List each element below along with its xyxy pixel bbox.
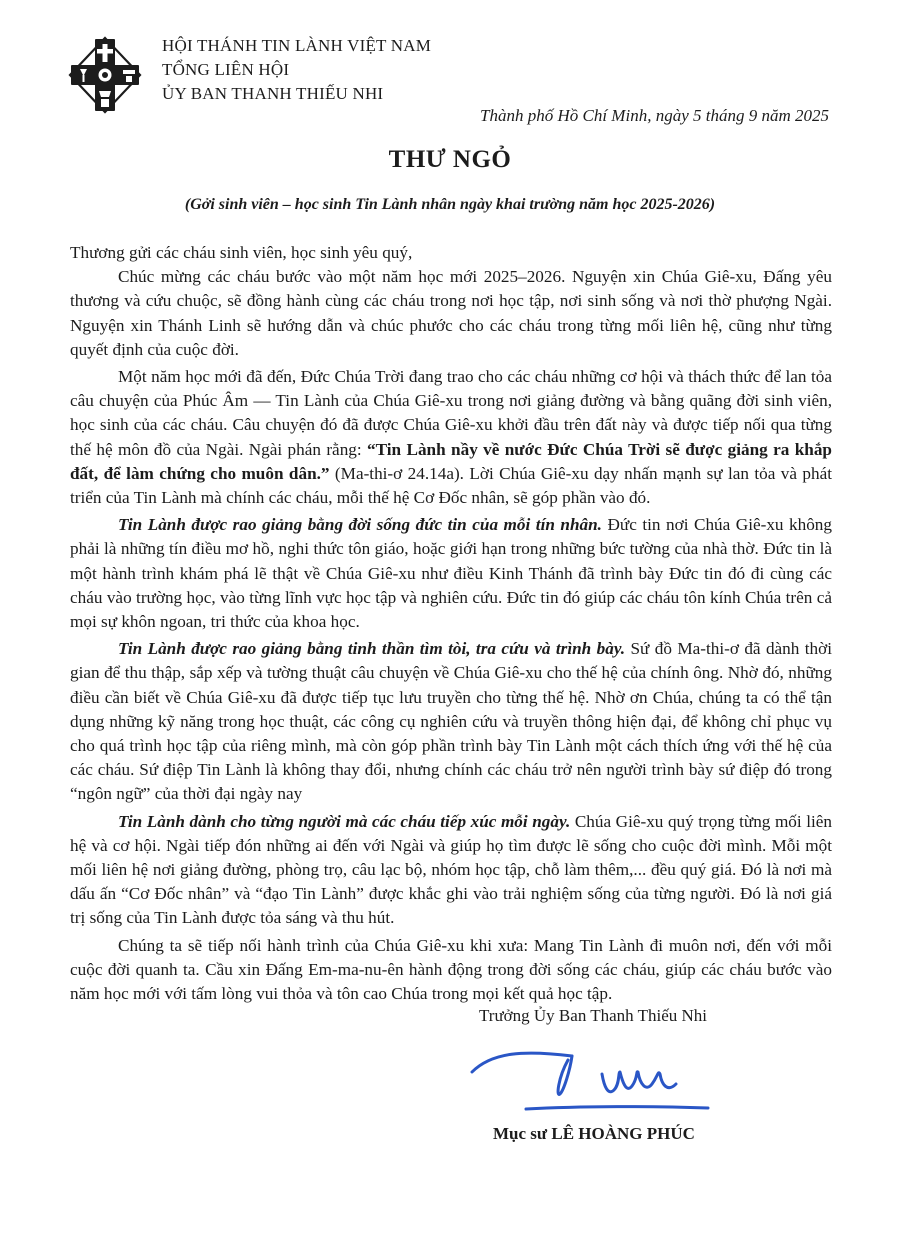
letterhead [162,34,431,106]
organization-division: TỔNG LIÊN HỘI [162,60,290,79]
signatory-position: Trưởng Ủy Ban Thanh Thiếu Nhi [479,1006,708,1025]
church-emblem-icon [68,36,142,114]
paragraph-4 [70,637,832,806]
letter-title: THƯ NGỎ [388,146,512,173]
paragraph-2 [70,365,832,510]
paragraph-3-lead: Tin Lành được rao giảng bằng đời sống đức tin của mỗi tín nhân. [118,515,602,535]
paragraph-5 [70,810,832,931]
paragraph-4-lead: Tin Lành được rao giảng bằng tinh thần tìm tòi, tra cứu và trình bày. [118,639,626,659]
paragraph-4-text: Sứ đồ Ma-thi-ơ đã dành thời gian để thu thập, sắp xếp và tường thuật câu chuyện về Chúa Giê-xu cho thế hệ của chính ông. Nhờ đó, những điều cần biết về Chúa Giê-xu đã được tiếp tục lưu truyền cho từng thế hệ. Nhờ ơn Chúa, chúng ta có thể tận dụng những kỹ năng trong học thuật, các công cụ nghiên cứu và truyền thông hiện đại, để không chỉ phục vụ cho quá trình học tập của riêng mình, mà còn góp phần trình bày Tin Lành một cách thích ứng với thế hệ của các cháu. Sứ điệp Tin Lành là không thay đổi, nhưng chính các cháu trở nên người trình bày sứ điệp đó trong “ngôn ngữ” của thời đại ngày nay [70,639,832,804]
date-line: Thành phố Hồ Chí Minh, ngày 5 tháng 9 năm 2025 [480,106,829,125]
letter-subtitle: (Gởi sinh viên – học sinh Tin Lành nhân ngày khai trường năm học 2025-2026) [184,196,716,213]
paragraph-3-text: Đức tin nơi Chúa Giê-xu không phải là những tín điều mơ hồ, nghi thức tôn giáo, hoặc giới hạn trong những bức tường của nhà thờ. Đức tin là một hành trình khám phá lẽ thật về Chúa Giê-xu như điều Kinh Thánh đã trình bày Đức tin đó đi cùng các cháu vào trường học, vào từng lĩnh vực học tập và nghiên cứu. Đức tin đó giúp các cháu tôn kính Chúa trên cả mọi sự khôn ngoan, tri thức của khoa học. [70,515,832,632]
paragraph-5-lead: Tin Lành dành cho từng người mà các cháu tiếp xúc mỗi ngày. [118,811,571,831]
paragraph-6: Chúng ta sẽ tiếp nối hành trình của Chúa Giê-xu khi xưa: Mang Tin Lành đi muôn nơi, đến với mỗi cuộc đời quanh ta. Cầu xin Đấng Em-ma-nu-ên hành động trong đời sống các cháu, giúp các cháu bước vào năm học mới với tấm lòng vui thỏa và tôn cao Chúa trong mọi kết quả học tập. [70,935,832,1004]
signer-full-name: LÊ HOÀNG PHÚC [551,1124,695,1143]
greeting: Thương gửi các cháu sinh viên, học sinh yêu quý, [70,243,413,262]
paragraph-3 [70,513,832,634]
signer-name [493,1124,695,1144]
paragraph-5-text: Chúa Giê-xu quý trọng từng mối liên hệ và cơ hội. Ngài tiếp đón những ai đến với Ngài và giúp họ tìm được lẽ sống cho cuộc đời mình. Mỗi một mối liên hệ nơi giảng đường, phòng trọ, câu lạc bộ, nhóm học tập, chỗ làm thêm,... đều quý giá. Đó là nơi mà dấu ấn “Cơ Đốc nhân” và “đạo Tin Lành” được khắc ghi vào trải nghiệm sống của từng người. Đó là nơi giá trị sống của Tin Lành được tỏa sáng và thu hút. [70,811,833,928]
paragraph-2-text-b: (Ma-thi-ơ 24.14a). Lời Chúa Giê-xu dạy nhấn mạnh sự lan tỏa và phát triển của Tin Lành mà chính các cháu, mỗi thế hệ Cơ Đốc nhân, sẽ góp phần vào đó. [70,463,832,508]
handwritten-signature [462,1030,712,1115]
organization-name: HỘI THÁNH TIN LÀNH VIỆT NAM [162,36,432,55]
signer-prefix: Mục sư [493,1124,552,1143]
paragraph-2-text-a: Một năm học mới đã đến, Đức Chúa Trời đang trao cho các cháu những cơ hội và thách thức để lan tỏa câu chuyện của Phúc Âm — Tin Lành của Chúa Giê-xu trong nơi giảng đường và bằng quãng đời sinh viên, học sinh của các cháu. Câu chuyện đó đã được Chúa Giê-xu khởi đầu trên đất này và được tiếp nối qua từng thế hệ môn đồ của Ngài. Ngài phán rằng: [70,367,832,459]
committee-name: ỦY BAN THANH THIẾU NHI [162,84,384,103]
letter-body [70,241,832,1006]
scripture-quote: “Tin Lành nầy về nước Đức Chúa Trời sẽ được giảng ra khắp đất, để làm chứng cho muôn dân.” [70,439,832,483]
paragraph-1: Chúc mừng các cháu bước vào một năm học mới 2025–2026. Nguyện xin Chúa Giê-xu, Đấng yêu thương và cứu chuộc, sẽ đồng hành cùng các cháu trong nơi học tập, nơi sinh sống và nơi thờ phượng Ngài. Nguyện xin Thánh Linh sẽ hướng dẫn và chúc phước cho các cháu trong từng mối liên hệ, cũng như từng quyết định của cuộc đời. [70,267,832,359]
